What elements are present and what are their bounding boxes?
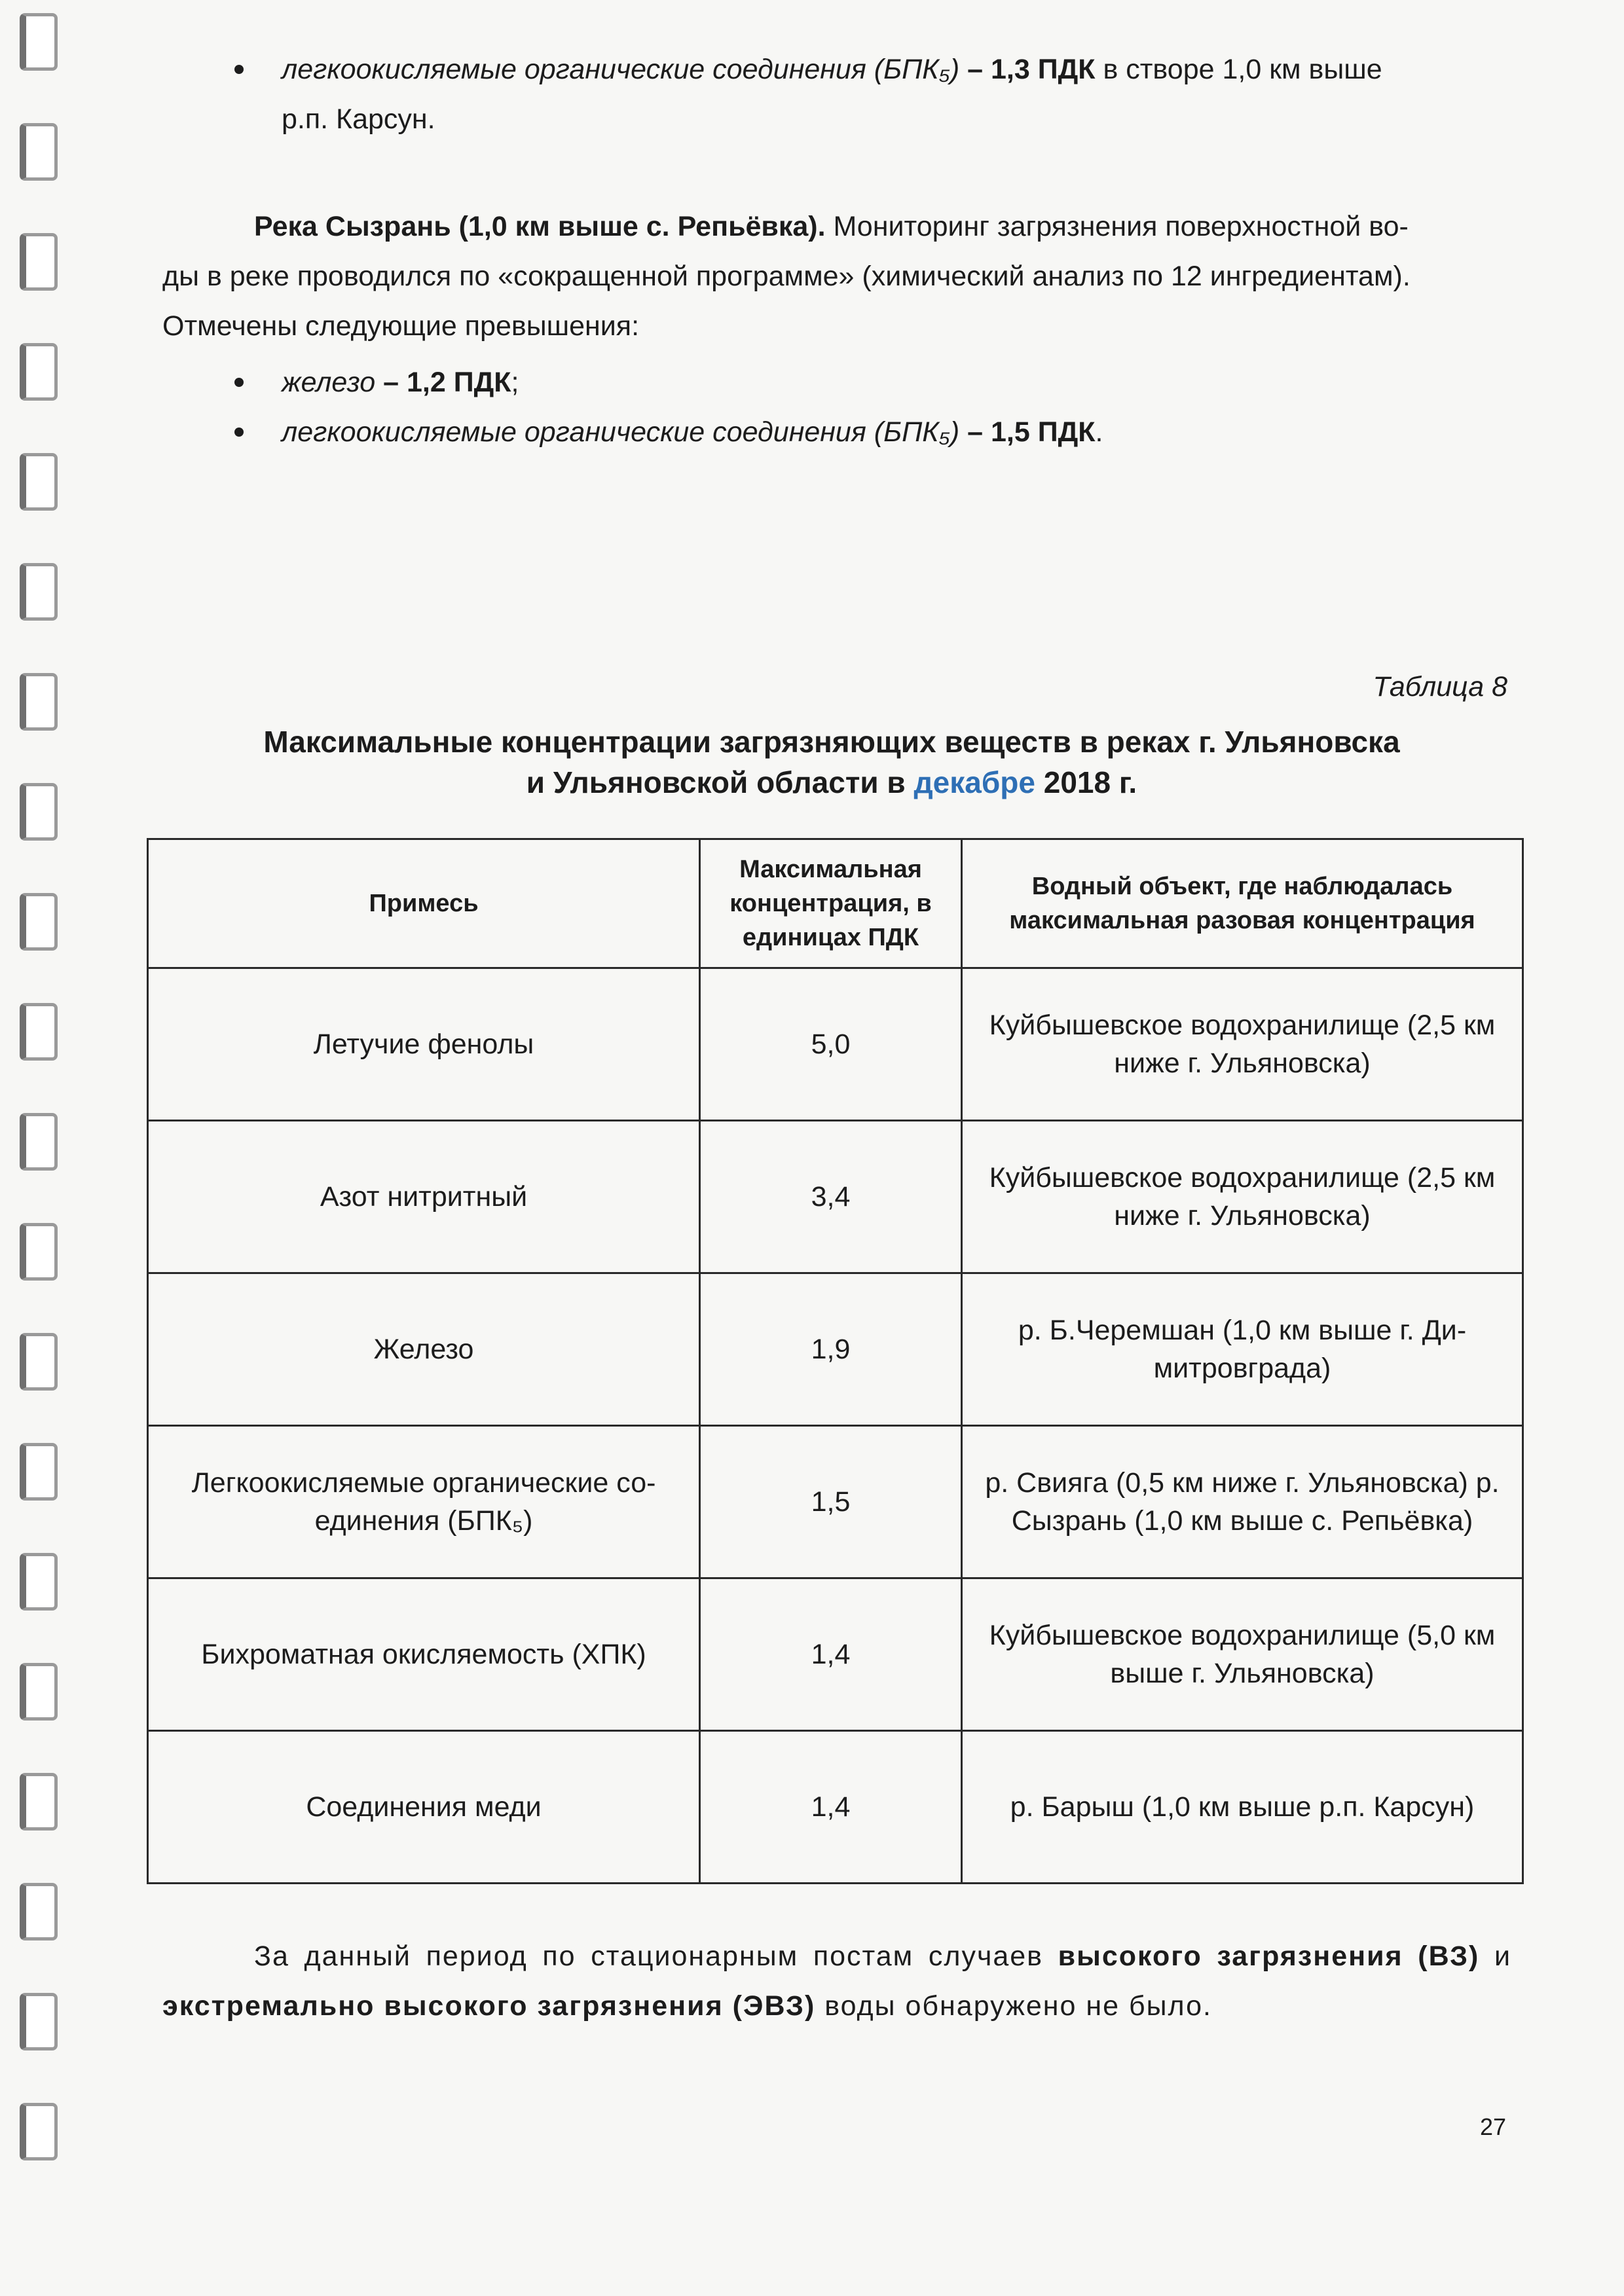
header-max-concentration: Максимальная концентрация, в единицах ПДК [700, 839, 962, 968]
binding-ring [20, 1773, 58, 1831]
spiral-binding [0, 0, 79, 2296]
cell-substance: Летучие фенолы [148, 968, 700, 1121]
table-row [148, 1578, 1523, 1731]
binding-ring [20, 1113, 58, 1171]
cell-value: 1,9 [700, 1273, 962, 1426]
table-row [148, 1731, 1523, 1884]
binding-ring [20, 1553, 58, 1611]
table-row [148, 1121, 1523, 1273]
binding-ring [20, 13, 58, 71]
table-title: Максимальные концентрации загрязняющих веществ в реках г. Ульяновска и Ульяновской области в декабре 2018 г. [263, 725, 1400, 799]
binding-ring [20, 1443, 58, 1501]
header-substance: Примесь [148, 839, 700, 968]
binding-ring [20, 233, 58, 291]
pollutant-table [147, 838, 1524, 1884]
cell-substance: Железо [148, 1273, 700, 1426]
binding-ring [20, 453, 58, 511]
cell-value: 1,4 [700, 1731, 962, 1884]
list-item: железо – 1,2 ПДК; [282, 357, 1103, 407]
binding-ring [20, 2103, 58, 2160]
river-paragraph: Река Сызрань (1,0 км выше с. Репьёвка). Мониторинг загрязнения поверхностной во- ды в реке проводился по «сокращенной программе» (химический анализ по 12 ингредиентам). Отмечены следующие превышения: [162, 211, 1411, 342]
binding-ring [20, 1883, 58, 1941]
page-number: 27 [1479, 2113, 1506, 2140]
table-row [148, 968, 1523, 1121]
binding-ring [20, 783, 58, 841]
table-row [148, 1273, 1523, 1426]
binding-ring [20, 343, 58, 401]
cell-substance: Соединения меди [148, 1731, 700, 1884]
binding-ring [20, 1993, 58, 2050]
cell-substance: Азот нитритный [148, 1121, 700, 1273]
river-bullet-list [282, 357, 1103, 457]
cell-value: 1,5 [700, 1426, 962, 1578]
list-item-continuation: р.п. Карсун. [282, 103, 435, 135]
binding-ring [20, 563, 58, 621]
cell-substance: Бихроматная окисляемость (ХПК) [148, 1578, 700, 1731]
binding-ring [20, 893, 58, 951]
binding-ring [20, 1333, 58, 1391]
cell-value: 5,0 [700, 968, 962, 1121]
cell-object: Куйбышевское водохранилище (2,5 км ниже г. Ульяновска) [962, 968, 1523, 1121]
binding-ring [20, 123, 58, 181]
binding-ring [20, 1223, 58, 1281]
binding-ring [20, 1663, 58, 1721]
binding-ring [20, 1003, 58, 1061]
cell-object: р. Б.Черемшан (1,0 км выше г. Ди-митровграда) [962, 1273, 1523, 1426]
table-caption: Таблица 8 [1373, 671, 1507, 702]
binding-ring [20, 673, 58, 731]
closing-paragraph: За данный период по стационарным постам случаев высокого загрязнения (ВЗ) и экстремально высокого загрязнения (ЭВЗ) воды обнаружено не было. [162, 1941, 1511, 2022]
cell-object: Куйбышевское водохранилище (5,0 км выше г. Ульяновска) [962, 1578, 1523, 1731]
table-row [148, 1426, 1523, 1578]
cell-substance: Легкоокисляемые органические со-единения (БПК₅) [148, 1426, 700, 1578]
cell-value: 3,4 [700, 1121, 962, 1273]
list-item: легкоокисляемые органические соединения (БПК₅) – 1,5 ПДК. [282, 407, 1103, 457]
list-item: легкоокисляемые органические соединения (БПК₅) – 1,3 ПДК в створе 1,0 км выше [282, 45, 1382, 94]
cell-object: р. Барыш (1,0 км выше р.п. Карсун) [962, 1731, 1523, 1884]
top-bullet-list [282, 45, 1382, 144]
header-water-object: Водный объект, где наблюдалась максимальная разовая концентрация [962, 839, 1523, 968]
table-header-row [148, 839, 1523, 968]
cell-object: р. Свияга (0,5 км ниже г. Ульяновска) р. Сызрань (1,0 км выше с. Репьёвка) [962, 1426, 1523, 1578]
cell-value: 1,4 [700, 1578, 962, 1731]
cell-object: Куйбышевское водохранилище (2,5 км ниже г. Ульяновска) [962, 1121, 1523, 1273]
